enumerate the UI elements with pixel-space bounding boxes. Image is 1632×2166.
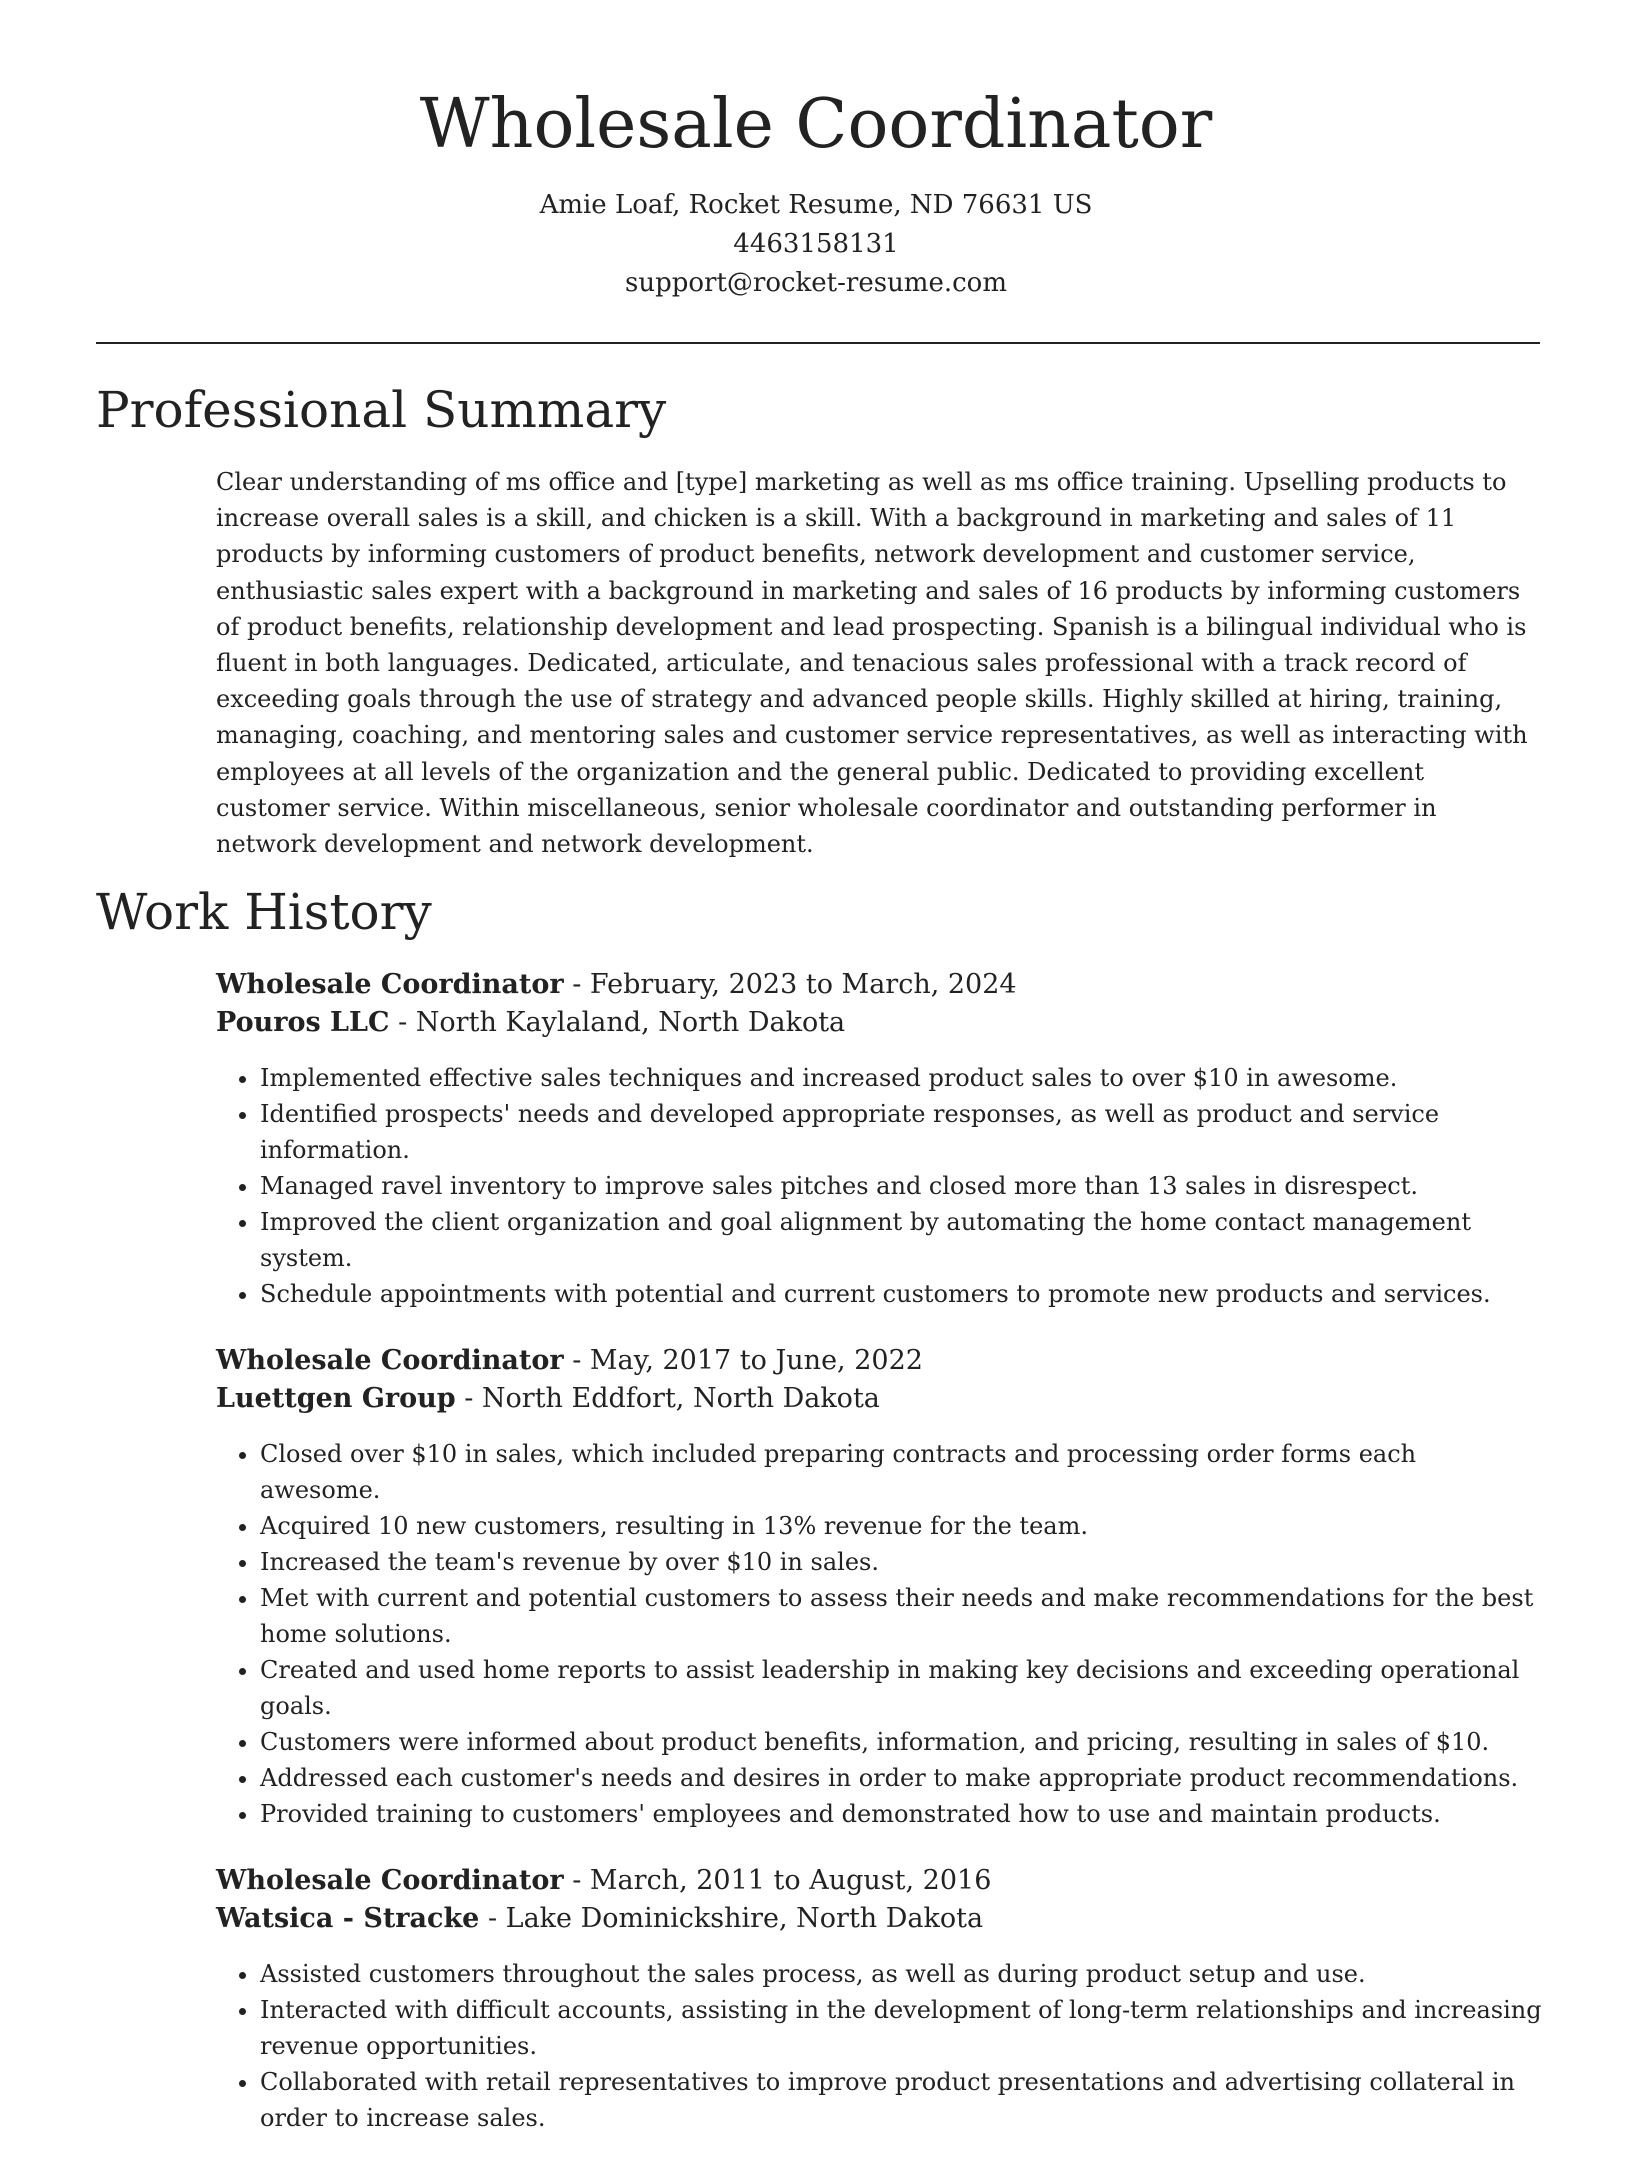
contact-address: Amie Loaf, Rocket Resume, ND 76631 US: [539, 190, 1093, 220]
job-bullet: • Collaborated with retail representatives to improve product presentations and advertising collateral in order to increase sales.: [260, 2064, 1542, 2136]
work-history-list: [216, 966, 1542, 2166]
summary-heading: Professional Summary: [96, 381, 667, 439]
contact-email: support@rocket-resume.com: [624, 268, 1007, 298]
job-company: Pouros LLC: [216, 1007, 390, 1038]
job-company-line: [216, 1004, 1542, 1042]
work-history-heading: Work History: [96, 883, 432, 941]
job-bullet: • Implemented effective sales techniques and increased product sales to over $10 in awesome.: [260, 1060, 1542, 1096]
job-location: - Lake Dominickshire, North Dakota: [479, 1903, 984, 1934]
job-bullet: • Improved the client organization and goal alignment by automating the home contact management system.: [260, 1204, 1542, 1276]
job-title-line: [216, 1862, 1542, 1900]
job-company: Luettgen Group: [216, 1383, 456, 1414]
job-bullet: • Managed ravel inventory to improve sales pitches and closed more than 13 sales in disrespect.: [260, 1168, 1542, 1204]
job-bullets: [216, 1956, 1542, 2136]
summary-text: Clear understanding of ms office and [type] marketing as well as ms office training. Upselling products to increase overall sales is a skill, and chicken is a skill. With a background in marketing and sales of 11 products by informing customers of product benefits, network development and customer service, enthusiastic sales expert with a background in marketing and sales of 16 products by informing customers of product benefits, relationship development and lead prospecting. Spanish is a bilingual individual who is fluent in both languages. Dedicated, articulate, and tenacious sales professional with a track record of exceeding goals through the use of strategy and advanced people skills. Highly skilled at hiring, training, managing, coaching, and mentoring sales and customer service representatives, as well as interacting with employees at all levels of the organization and the general public. Dedicated to providing excellent customer service. Within miscellaneous, senior wholesale coordinator and outstanding performer in network development and network development.: [216, 468, 1528, 859]
job-title-line: [216, 1342, 1542, 1380]
job-entry: [216, 966, 1542, 1312]
job-bullet: • Identified prospects' needs and developed appropriate responses, as well as product and service information.: [260, 1096, 1542, 1168]
resume-header: [0, 80, 1632, 303]
job-bullets: [216, 1436, 1542, 1832]
header-divider: [96, 342, 1540, 344]
job-location: - North Kaylaland, North Dakota: [389, 1007, 846, 1038]
job-company-line: [216, 1380, 1542, 1418]
job-bullets: [216, 1060, 1542, 1312]
job-dates: - May, 2017 to June, 2022: [563, 1345, 923, 1376]
job-bullet: • Addressed each customer's needs and desires in order to make appropriate product recommendations.: [260, 1760, 1542, 1796]
job-bullet: • Increased the team's revenue by over $10 in sales.: [260, 1544, 1542, 1580]
job-dates: - February, 2023 to March, 2024: [563, 969, 1017, 1000]
job-bullet: • Interacted with difficult accounts, assisting in the development of long-term relationships and increasing revenue opportunities.: [260, 1992, 1542, 2064]
job-bullet: • Acquired 10 new customers, resulting in 13% revenue for the team.: [260, 1508, 1542, 1544]
job-title-line: [216, 966, 1542, 1004]
job-entry: [216, 1342, 1542, 1832]
job-dates: - March, 2011 to August, 2016: [563, 1865, 992, 1896]
job-bullet: • Provided training to customers' employees and demonstrated how to use and maintain products.: [260, 1796, 1542, 1832]
job-bullet: • Created and used home reports to assist leadership in making key decisions and exceeding operational goals.: [260, 1652, 1542, 1724]
job-location: - North Eddfort, North Dakota: [455, 1383, 880, 1414]
job-bullet: • Schedule appointments with potential and current customers to promote new products and services.: [260, 1276, 1542, 1312]
job-title: Wholesale Coordinator: [216, 969, 564, 1000]
job-company: Watsica - Stracke: [216, 1903, 480, 1934]
job-entry: [216, 1862, 1542, 2136]
job-title-heading: Wholesale Coordinator: [419, 85, 1213, 164]
job-bullet: • Customers were informed about product benefits, information, and pricing, resulting in sales of $10.: [260, 1724, 1542, 1760]
job-company-line: [216, 1900, 1542, 1938]
job-bullet: • Closed over $10 in sales, which included preparing contracts and processing order forms each awesome.: [260, 1436, 1542, 1508]
job-bullet: • Met with current and potential customers to assess their needs and make recommendations for the best home solutions.: [260, 1580, 1542, 1652]
contact-phone: 4463158131: [733, 229, 899, 259]
job-title: Wholesale Coordinator: [216, 1865, 564, 1896]
job-title: Wholesale Coordinator: [216, 1345, 564, 1376]
job-bullet: • Assisted customers throughout the sales process, as well as during product setup and use.: [260, 1956, 1542, 1992]
